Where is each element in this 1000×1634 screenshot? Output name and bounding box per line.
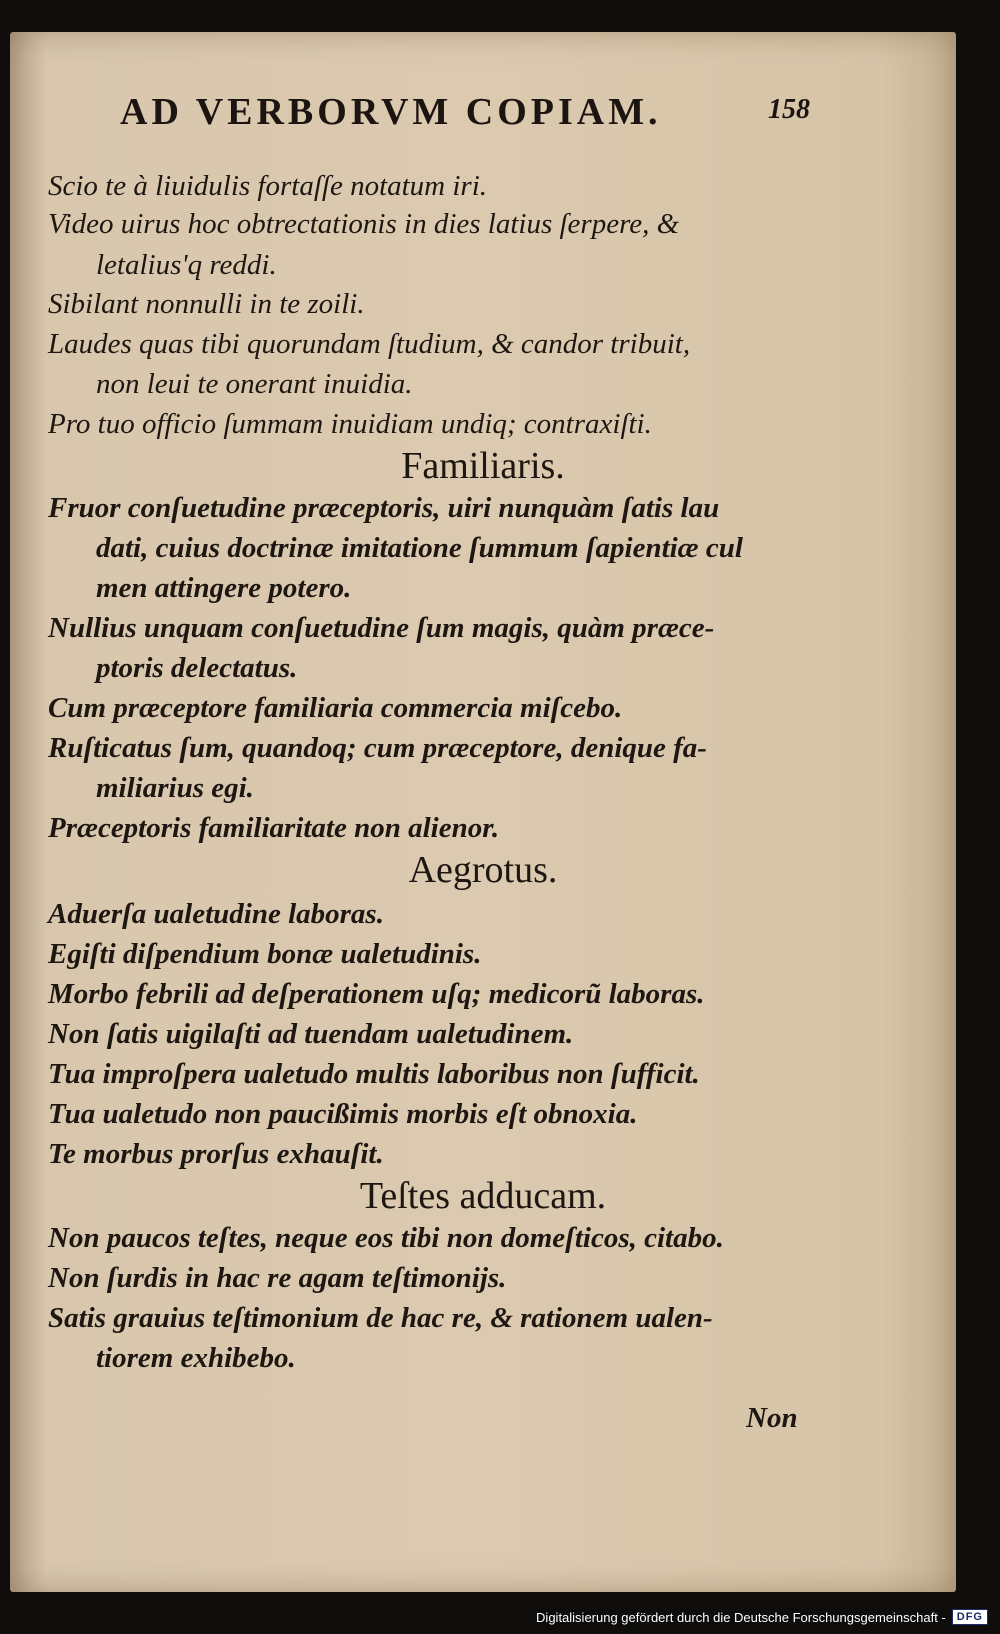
section-heading: Teſtes adducam. xyxy=(359,1175,607,1217)
text-line: non leui te onerant inuidia. xyxy=(96,368,413,400)
text-line: Non ſatis uigilaſti ad tuendam ualetudinem. xyxy=(48,1018,574,1050)
text-line: Te morbus prorſus exhauſit. xyxy=(48,1138,384,1170)
text-line: Cum præceptore familiaria commercia miſcebo. xyxy=(48,692,623,724)
book-page xyxy=(10,32,956,1592)
text-line: Fruor conſuetudine præceptoris, uiri nunquàm ſatis lau xyxy=(48,492,720,524)
footer-text: Digitalisierung gefördert durch die Deutsche Forschungsgemeinschaft - xyxy=(536,1609,946,1625)
text-line: miliarius egi. xyxy=(96,772,254,804)
text-line: Pro tuo officio ſummam inuidiam undiq; contraxiſti. xyxy=(48,408,652,440)
text-line: Video uirus hoc obtrectationis in dies latius ſerpere, & xyxy=(48,208,680,240)
text-line: Præceptoris familiaritate non alienor. xyxy=(48,812,500,844)
text-line: ptoris delectatus. xyxy=(96,652,298,684)
text-line: Scio te à liuidulis fortaſſe notatum iri. xyxy=(48,170,488,202)
section-heading: Familiaris. xyxy=(401,445,565,487)
text-line: tiorem exhibebo. xyxy=(96,1342,296,1374)
text-line: Sibilant nonnulli in te zoili. xyxy=(48,288,365,320)
digitization-footer xyxy=(536,1606,988,1628)
text-line: Tua improſpera ualetudo multis laboribus non ſufficit. xyxy=(48,1058,700,1090)
text-line: Aduerſa ualetudine laboras. xyxy=(48,898,384,930)
text-line: Ruſticatus ſum, quandoq; cum præceptore, denique fa- xyxy=(48,732,707,764)
section-heading: Aegrotus. xyxy=(408,849,558,891)
text-line: Laudes quas tibi quorundam ſtudium, & candor tribuit, xyxy=(48,328,691,360)
text-line: Non paucos teſtes, neque eos tibi non domeſticos, citabo. xyxy=(48,1222,724,1254)
text-line: Nullius unquam conſuetudine ſum magis, quàm præce- xyxy=(48,612,715,644)
text-line: dati, cuius doctrinæ imitatione ſummum ſapientiæ cul xyxy=(96,532,743,564)
running-head-title: AD VERBORVM COPIAM. xyxy=(120,91,662,133)
folio-number: 158 xyxy=(768,94,810,125)
text-line: Non ſurdis in hac re agam teſtimonijs. xyxy=(48,1262,507,1294)
text-line: letalius'q reddi. xyxy=(96,249,277,281)
running-head xyxy=(120,90,810,140)
text-line: Satis grauius teſtimonium de hac re, & rationem ualen- xyxy=(48,1302,713,1334)
text-line: Egiſti diſpendium bonæ ualetudinis. xyxy=(48,938,482,970)
dfg-logo: DFG xyxy=(952,1609,988,1625)
text-line: Morbo febrili ad deſperationem uſq; medicorũ laboras. xyxy=(48,978,705,1010)
catchword: Non xyxy=(746,1402,798,1434)
text-line: men attingere potero. xyxy=(96,572,352,604)
text-line: Tua ualetudo non paucißimis morbis eſt obnoxia. xyxy=(48,1098,638,1130)
